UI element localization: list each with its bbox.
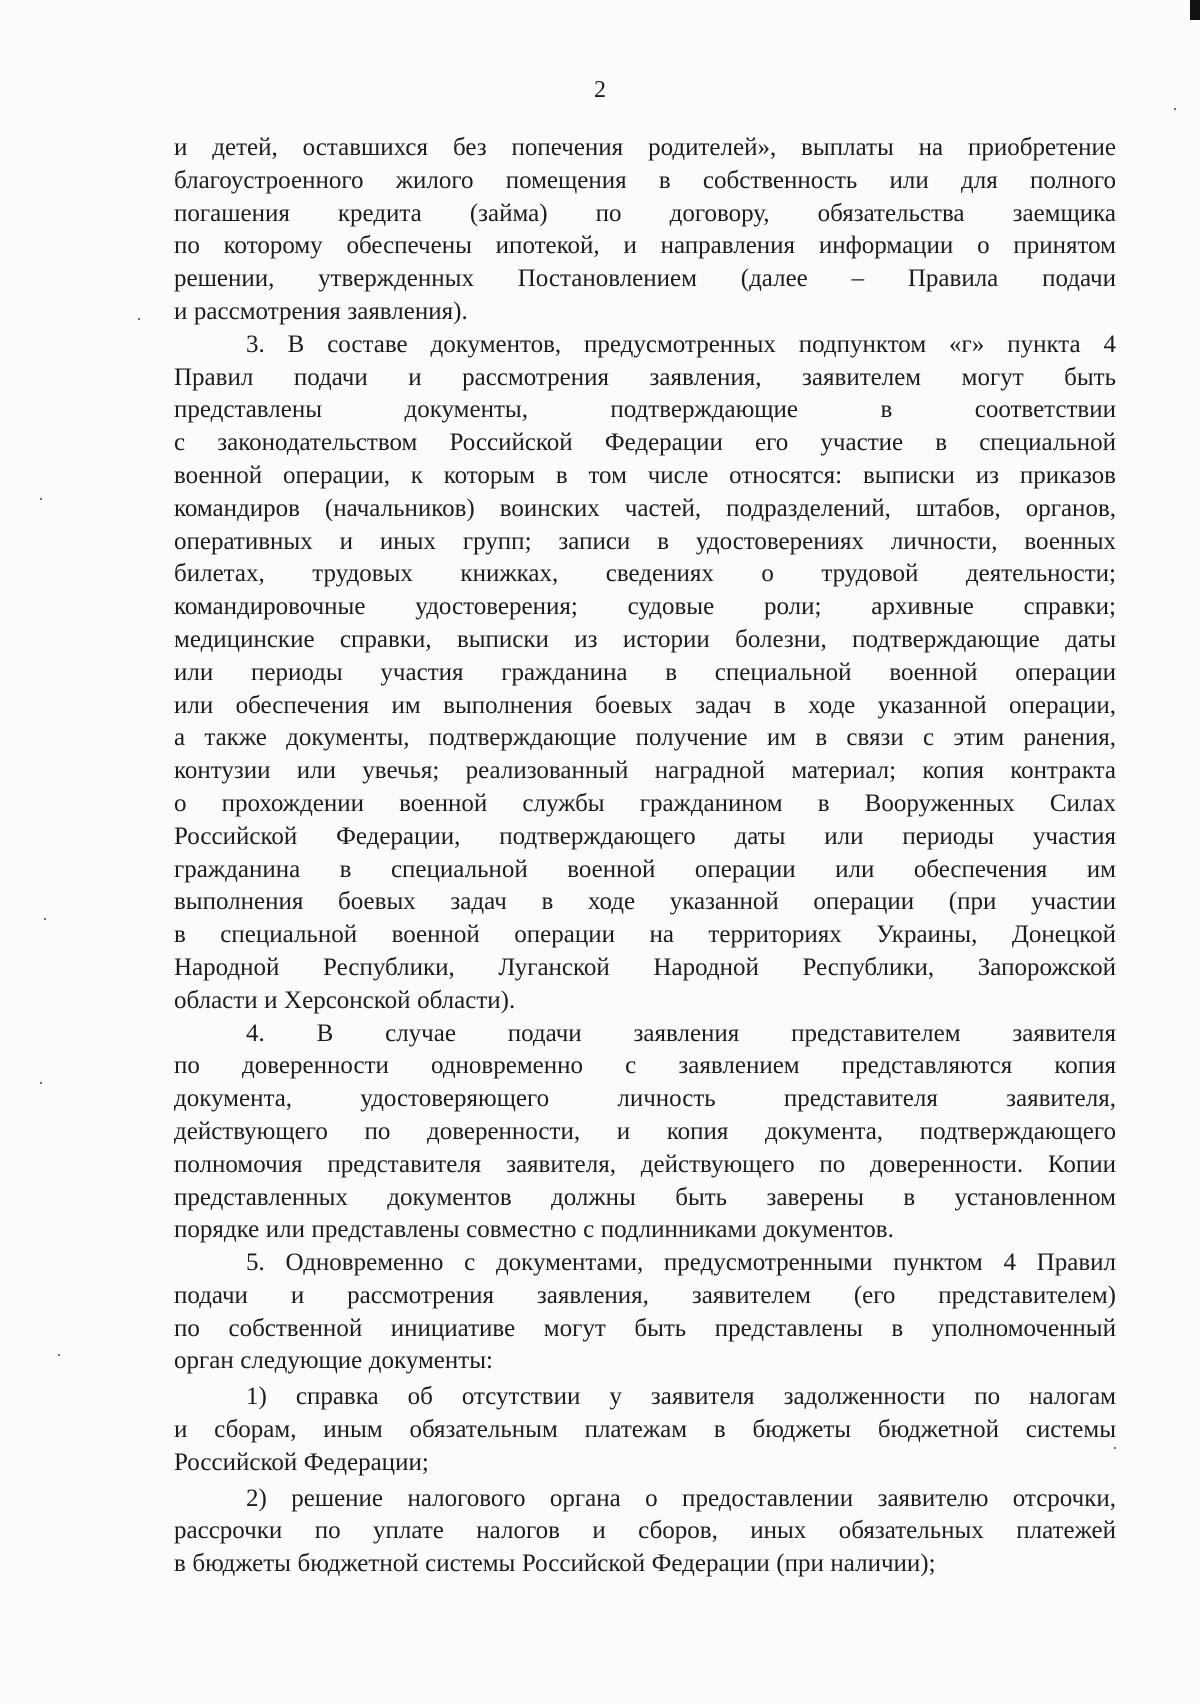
paragraph-p-5-2 <box>174 1483 1116 1581</box>
paragraph-p-5 <box>174 1247 1116 1378</box>
text-line: благоустроенного жилого помещения в собственность или для полного <box>174 166 1116 194</box>
text-line: командиров (начальников) воинских частей, подразделений, штабов, органов, <box>174 494 1116 522</box>
text-line: выполнения боевых задач в ходе указанной операции (при участии <box>174 888 1116 916</box>
paragraph-p-5-1 <box>174 1381 1116 1479</box>
text-line: билетах, трудовых книжках, сведениях о трудовой деятельности; <box>174 560 1116 588</box>
scan-speck <box>1174 108 1176 110</box>
text-line: контузии или увечья; реализованный наградной материал; копия контракта <box>174 757 1116 785</box>
text-line: с законодательством Российской Федерации его участие в специальной <box>174 429 1116 457</box>
text-line: 2) решение налогового органа о предоставлении заявителю отсрочки, <box>246 1484 1116 1512</box>
paragraph-p-4 <box>174 1018 1116 1248</box>
text-line: 1) справка об отсутствии у заявителя задолженности по налогам <box>246 1383 1116 1411</box>
text-line: командировочные удостоверения; судовые роли; архивные справки; <box>174 593 1116 621</box>
text-line: о прохождении военной службы гражданином в Вооруженных Силах <box>174 789 1116 817</box>
document-body <box>174 132 1116 1581</box>
paragraph-p-intro <box>174 132 1116 329</box>
text-line: подачи и рассмотрения заявления, заявителем (его представителем) <box>174 1281 1116 1309</box>
text-line: области и Херсонской области). <box>174 986 516 1014</box>
text-line: полномочия представителя заявителя, действующего по доверенности. Копии <box>174 1150 1116 1178</box>
text-line: Народной Республики, Луганской Народной Республики, Запорожской <box>174 953 1116 981</box>
text-line: 4. В случае подачи заявления представителем заявителя <box>246 1019 1116 1047</box>
scan-speck <box>40 498 42 500</box>
paragraph-p-3 <box>174 329 1116 1018</box>
text-line: медицинские справки, выписки из истории болезни, подтверждающие даты <box>174 625 1116 653</box>
text-line: Российской Федерации, подтверждающего даты или периоды участия <box>174 822 1116 850</box>
text-line: в специальной военной операции на территориях Украины, Донецкой <box>174 921 1116 949</box>
text-line: гражданина в специальной военной операции или обеспечения им <box>174 855 1116 883</box>
text-line: действующего по доверенности, и копия документа, подтверждающего <box>174 1117 1116 1145</box>
text-line: оперативных и иных групп; записи в удостоверениях личности, военных <box>174 527 1116 555</box>
scan-speck <box>40 1082 42 1084</box>
text-line: по собственной инициативе могут быть представлены в уполномоченный <box>174 1314 1116 1342</box>
text-line: и рассмотрения заявления). <box>174 297 468 325</box>
text-line: рассрочки по уплате налогов и сборов, иных обязательных платежей <box>174 1517 1116 1545</box>
text-line: Правил подачи и рассмотрения заявления, заявителем могут быть <box>174 363 1116 391</box>
page-number: 2 <box>594 77 606 103</box>
text-line: 5. Одновременно с документами, предусмотренными пунктом 4 Правил <box>246 1249 1116 1277</box>
text-line: и детей, оставшихся без попечения родителей», выплаты на приобретение <box>174 134 1116 161</box>
text-line: орган следующие документы: <box>174 1347 493 1375</box>
text-line: представленных документов должны быть заверены в установленном <box>174 1183 1116 1211</box>
scan-speck <box>58 1354 60 1356</box>
text-line: и сборам, иным обязательным платежам в бюджеты бюджетной системы <box>174 1416 1116 1444</box>
text-line: Российской Федерации; <box>174 1448 429 1476</box>
text-line: погашения кредита (займа) по договору, обязательства заемщика <box>174 199 1116 227</box>
text-line: а также документы, подтверждающие получение им в связи с этим ранения, <box>174 724 1116 752</box>
text-line: представлены документы, подтверждающие в соответствии <box>174 396 1116 424</box>
text-line: по доверенности одновременно с заявлением представляются копия <box>174 1052 1116 1080</box>
text-line: военной операции, к которым в том числе относятся: выписки из приказов <box>174 461 1116 489</box>
text-line: 3. В составе документов, предусмотренных подпунктом «г» пункта 4 <box>246 330 1116 358</box>
text-line: по которому обеспечены ипотекой, и направления информации о принятом <box>174 232 1116 260</box>
scan-speck <box>44 918 46 920</box>
scan-edge-mark <box>1190 0 1200 20</box>
text-line: в бюджеты бюджетной системы Российской Федерации (при наличии); <box>174 1550 936 1578</box>
scan-speck <box>138 318 140 320</box>
text-line: документа, удостоверяющего личность представителя заявителя, <box>174 1085 1116 1113</box>
text-line: или периоды участия гражданина в специальной военной операции <box>174 658 1116 686</box>
text-line: решении, утвержденных Постановлением (далее – Правила подачи <box>174 265 1116 293</box>
text-line: порядке или представлены совместно с подлинниками документов. <box>174 1216 894 1244</box>
text-line: или обеспечения им выполнения боевых задач в ходе указанной операции, <box>174 691 1116 719</box>
